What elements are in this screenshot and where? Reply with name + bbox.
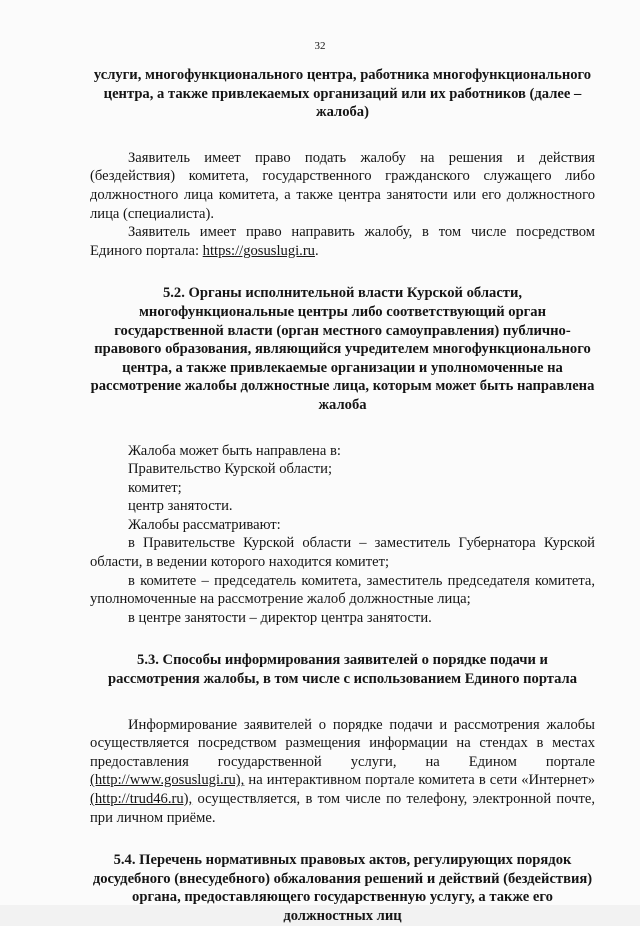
page-number: 32	[314, 40, 326, 52]
heading-continuation: услуги, многофункционального центра, работника многофункционального центра, а также привлекаемых организаций или их работников (далее – жалоба)	[93, 67, 592, 121]
paragraph-complaint-right: Заявитель имеет право подать жалобу на решения и действия (бездействия) комитета, государственного гражданского служащего либо должностного лица комитета, а также центра занятости или его должностного лица (специалиста).	[90, 149, 595, 222]
page-content	[90, 66, 595, 926]
trud46-link[interactable]: (http://trud46.ru),	[90, 791, 193, 807]
spacer	[90, 122, 595, 149]
section-5-3-heading: 5.3. Способы информирования заявителей о порядке подачи и рассмотрения жалобы, в том числе с использованием Единого портала	[107, 652, 578, 688]
section-5-2-heading: 5.2. Органы исполнительной власти Курской области, многофункциональные центры либо соответствующий орган государственной власти (орган местного самоуправления) публично-правового образования, являющийся учредителем многофункционального центра, а также привлекаемые организации и уполномоченные на рассмотрение жалобы должностные лица, которым может быть направлена жалоба	[90, 285, 595, 413]
paragraph-informing-part3: осуществляется, в том числе по телефону, электронной почте, при личном приёме.	[90, 791, 595, 826]
paragraph-reviewer-government: в Правительстве Курской области – заместитель Губернатора Курской области, в ведении которого находится комитет;	[90, 535, 595, 571]
paragraph-reviewer-committee: в комитете – председатель комитета, заместитель председателя комитета, уполномоченные на рассмотрение жалоб должностные лица;	[90, 572, 595, 608]
paragraph-informing-part1: Информирование заявителей о порядке подачи и рассмотрения жалобы осуществляется посредством размещения информации на стендах в местах предоставления государственной услуги, на Едином портале	[90, 716, 595, 770]
paragraph-reviewer-center: в центре занятости – директор центра занятости.	[128, 609, 432, 626]
spacer	[90, 689, 595, 716]
spacer	[90, 260, 595, 284]
gosuslugi-link[interactable]: https://gosuslugi.ru	[202, 242, 315, 259]
list-line: Жалобы рассматривают:	[128, 516, 281, 533]
list-line: центр занятости.	[128, 498, 233, 515]
paragraph-informing-part2: на интерактивном портале комитета в сети «Интернет»	[244, 772, 595, 789]
spacer	[90, 627, 595, 651]
list-line: Правительство Курской области;	[128, 461, 333, 478]
paragraph-complaint-portal	[90, 223, 595, 260]
spacer	[90, 827, 595, 851]
spacer	[90, 415, 595, 442]
list-line: Жалоба может быть направлена в:	[128, 442, 341, 459]
section-5-4-heading: 5.4. Перечень нормативных правовых актов, регулирующих порядок досудебного (внесудебного) обжалования решений и действий (бездействия) органа, предоставляющего государственную услугу, а также его должностных лиц	[92, 852, 593, 924]
paragraph-complaint-portal-text: Заявитель имеет право направить жалобу, в том числе посредством Единого портала:	[90, 224, 595, 259]
paragraph-informing	[90, 716, 595, 828]
list-line: комитет;	[128, 479, 182, 496]
paragraph-complaint-portal-end: .	[314, 242, 319, 259]
gosuslugi-link[interactable]: (http://www.gosuslugi.ru),	[90, 772, 245, 789]
